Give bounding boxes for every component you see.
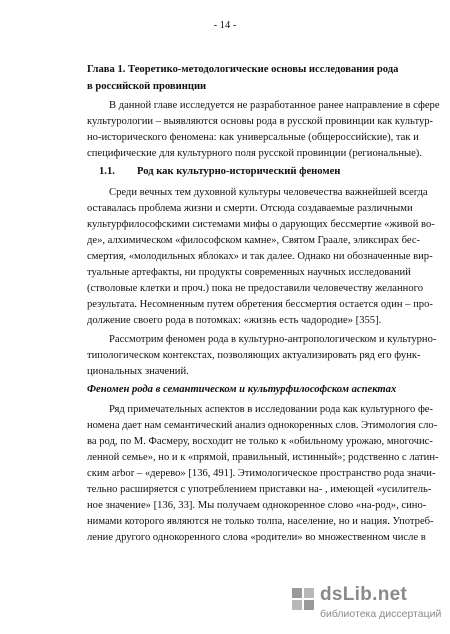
section-title: Род как культурно-исторический феномен: [137, 166, 341, 177]
section-line: оставалась проблема жизни и смерти. Отсюда создаваемые различными: [87, 203, 413, 214]
section-line: де», алхимическом «философском камне», Святом Граале, эликсирах бес-: [87, 235, 421, 246]
paragraph-line: ное значение» [136, 33]. Мы получаем однокоренное слово «на-род», сино-: [87, 500, 427, 511]
watermark-tagline: библиотека диссертаций: [320, 608, 442, 620]
paragraph-line: ва род, по М. Фасмеру, восходит не только к «обильному урожаю, многочис-: [87, 436, 433, 447]
section-line: туальные артефакты, ни продукты современных научных исследований: [87, 267, 411, 278]
paragraph-line: ским arbor – «дерево» [136, 491]. Этимологическое пространство рода значи-: [87, 468, 436, 479]
section-line: Среди вечных тем духовной культуры человечества важнейшей всегда: [109, 187, 428, 198]
section-line: типологическом контекстах, позволяющих актуализировать ряд его функ-: [87, 350, 421, 361]
section-line: результата. Несомненным путем обретения бессмертия остается один – про-: [87, 299, 433, 310]
dslib-watermark: [290, 584, 442, 624]
paragraph-line: номена дает нам семантический анализ однокоренных слов. Этимология сло-: [87, 420, 438, 431]
section-line: циональных значений.: [87, 366, 189, 377]
paragraph-line: Ряд примечательных аспектов в исследовании рода как культурного фе-: [109, 404, 434, 415]
watermark-brand: dsLib.net: [320, 584, 408, 605]
section-line: должение своего рода в потомках: «жизнь есть чадородие» [355].: [87, 315, 382, 326]
section-line: (стволовые клетки и проч.) пока не предоставили человечеству желанного: [87, 283, 424, 294]
chapter-title-line-2: в российской провинции: [87, 81, 207, 92]
section-line: культурфилософскими системами мифы о дарующих бессмертие «живой во-: [87, 219, 435, 230]
paragraph-line: нимами которого являются не только толпа, население, но и нация. Употреб-: [87, 516, 434, 527]
intro-line: В данной главе исследуется не разработанное ранее направление в сфере: [109, 100, 440, 111]
dslib-logo-icon: [290, 586, 316, 612]
subheading: Феномен рода в семантическом и культурфилософском аспектах: [87, 384, 397, 395]
section-line: Рассмотрим феномен рода в культурно-антропологическом и культурно-: [109, 334, 437, 345]
intro-line: но-исторического феномена: как универсальные (общероссийские), так и: [87, 132, 419, 143]
section-line: смертия, «молодильных яблоках» и так далее. Однако ни обозначенные вир-: [87, 251, 433, 262]
intro-line: специфические для культурного поля русской провинции (региональные).: [87, 148, 422, 159]
paragraph-line: тельно расширяется с употреблением приставки на- , имеющей «усилитель-: [87, 484, 432, 495]
chapter-title-line-1: Глава 1. Теоретико-методологические основы исследования рода: [87, 64, 399, 75]
page-number: - 14 -: [213, 20, 237, 31]
paragraph-line: ленной семье», но и к «прямой, правильный, истинный»; родственно с латин-: [87, 452, 439, 463]
intro-line: культурологии – выявляются основы рода в русской провинции как культур-: [87, 116, 434, 127]
paragraph-line: ление другого однокоренного слова «родители» во множественном числе в: [87, 532, 426, 543]
section-number: 1.1.: [99, 166, 115, 177]
